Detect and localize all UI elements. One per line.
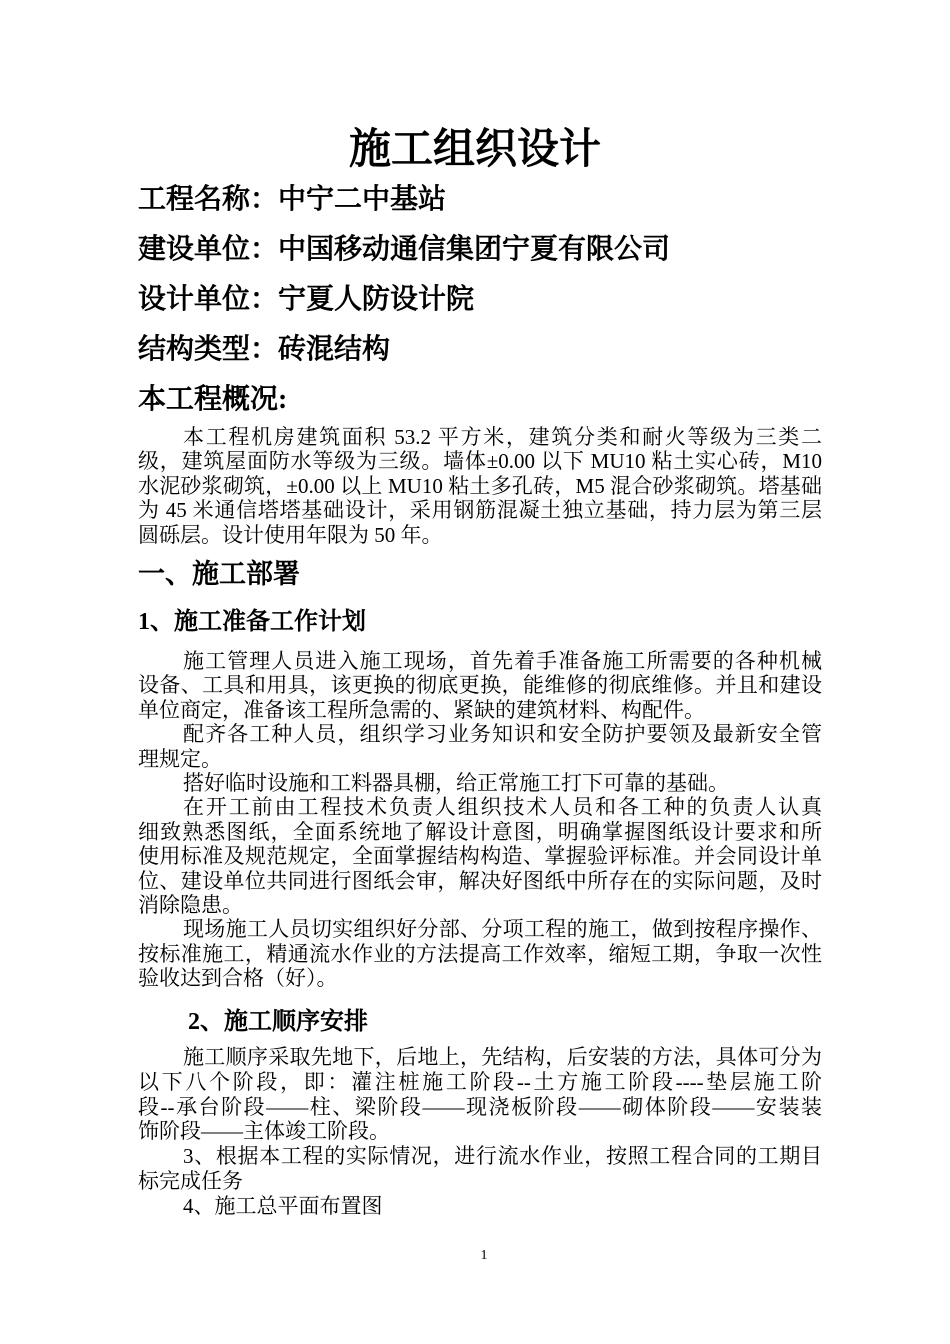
paragraph-line: 级，建筑屋面防水等级为三级。墙体±0.00 以下 MU10 粘土实心砖，M10 bbox=[138, 449, 822, 474]
paragraph-line: 4、施工总平面布置图 bbox=[183, 1193, 383, 1218]
paragraph-line: 按标准施工，精通流水作业的方法提高工作效率，缩短工期，争取一次性 bbox=[138, 941, 822, 966]
info-label: 结构类型： bbox=[138, 334, 279, 365]
paragraph-line: 饰阶段——主体竣工阶段。 bbox=[138, 1119, 390, 1144]
paragraph-line: 圆砾层。设计使用年限为 50 年。 bbox=[138, 522, 443, 547]
paragraph-line: 现场施工人员切实组织好分部、分项工程的施工，做到按程序操作、 bbox=[183, 917, 822, 942]
info-label: 建设单位： bbox=[138, 234, 279, 265]
info-label: 工程名称： bbox=[138, 184, 279, 215]
paragraph-line: 本工程机房建筑面积 53.2 平方米，建筑分类和耐火等级为三类二 bbox=[183, 425, 822, 449]
paragraph-line: 搭好临时设施和工料器具棚，给正常施工打下可靠的基础。 bbox=[183, 770, 729, 795]
info-row-designer bbox=[138, 275, 838, 325]
info-value: 中国移动通信集团宁夏有限公司 bbox=[278, 234, 671, 265]
subsection-heading-sequence: 2、施工顺序安排 bbox=[188, 1009, 368, 1035]
paragraph-line: 配齐各工种人员，组织学习业务知识和安全防护要领及最新安全管 bbox=[183, 722, 822, 747]
paragraph-line: 在开工前由工程技术负责人组织技术人员和各工种的负责人认真 bbox=[183, 795, 822, 820]
subsection-heading-preparation: 1、施工准备工作计划 bbox=[138, 609, 366, 635]
paragraph-line: 单位商定，准备该工程所急需的、紧缺的建筑材料、构配件。 bbox=[138, 697, 705, 722]
paragraph-line: 设备、工具和用具，该更换的彻底更换，能维修的彻底维修。并且和建设 bbox=[138, 673, 822, 698]
paragraph-line: 水泥砂浆砌筑，±0.00 以上 MU10 粘土多孔砖，M5 混合砂浆砌筑。塔基础 bbox=[138, 473, 822, 498]
section-heading: 一、施工部署 bbox=[138, 559, 300, 589]
paragraph-line: 细致熟悉图纸，全面系统地了解设计意图，明确掌握图纸设计要求和所 bbox=[138, 819, 822, 844]
info-value: 中宁二中基站 bbox=[278, 184, 447, 215]
paragraph-line: 理规定。 bbox=[138, 746, 222, 771]
info-row-structure-type bbox=[138, 325, 838, 375]
info-value: 宁夏人防设计院 bbox=[278, 284, 475, 315]
paragraph-line: 以下八个阶段，即：灌注桩施工阶段--土方施工阶段----垫层施工阶 bbox=[138, 1069, 822, 1094]
project-info bbox=[138, 175, 838, 375]
sequence-paragraphs bbox=[138, 1045, 822, 1219]
paragraph-line: 位、建设单位共同进行图纸会审，解决好图纸中所存在的实际问题，及时 bbox=[138, 868, 822, 893]
paragraph-line: 施工顺序采取先地下，后地上，先结构，后安装的方法，具体可分为 bbox=[183, 1045, 822, 1069]
paragraph-line: 验收达到合格（好）。 bbox=[138, 966, 338, 991]
paragraph-line: 为 45 米通信塔塔基础设计，采用钢筋混凝土独立基础，持力层为第三层 bbox=[138, 498, 822, 523]
page-number: 1 bbox=[480, 1248, 488, 1263]
paragraph-line: 段--承台阶段——柱、梁阶段——现浇板阶段——砌体阶段——安装装 bbox=[138, 1094, 822, 1119]
info-row-project-name bbox=[138, 175, 838, 225]
overview-paragraph bbox=[138, 425, 822, 547]
info-label: 设计单位： bbox=[138, 284, 279, 315]
document-title: 施工组织设计 bbox=[348, 127, 601, 173]
preparation-paragraphs bbox=[138, 649, 822, 990]
paragraph-line: 3、根据本工程的实际情况，进行流水作业，按照工程合同的工期目 bbox=[183, 1144, 822, 1169]
info-value: 砖混结构 bbox=[278, 334, 391, 365]
paragraph-line: 使用标准及规范规定，全面掌握结构构造、掌握验评标准。并会同设计单 bbox=[138, 844, 822, 869]
paragraph-line: 施工管理人员进入施工现场，首先着手准备施工所需要的各种机械 bbox=[183, 649, 822, 673]
overview-heading: 本工程概况: bbox=[138, 384, 288, 415]
paragraph-line: 消除隐患。 bbox=[138, 892, 243, 917]
info-row-client bbox=[138, 225, 838, 275]
paragraph-line: 标完成任务 bbox=[138, 1168, 243, 1193]
